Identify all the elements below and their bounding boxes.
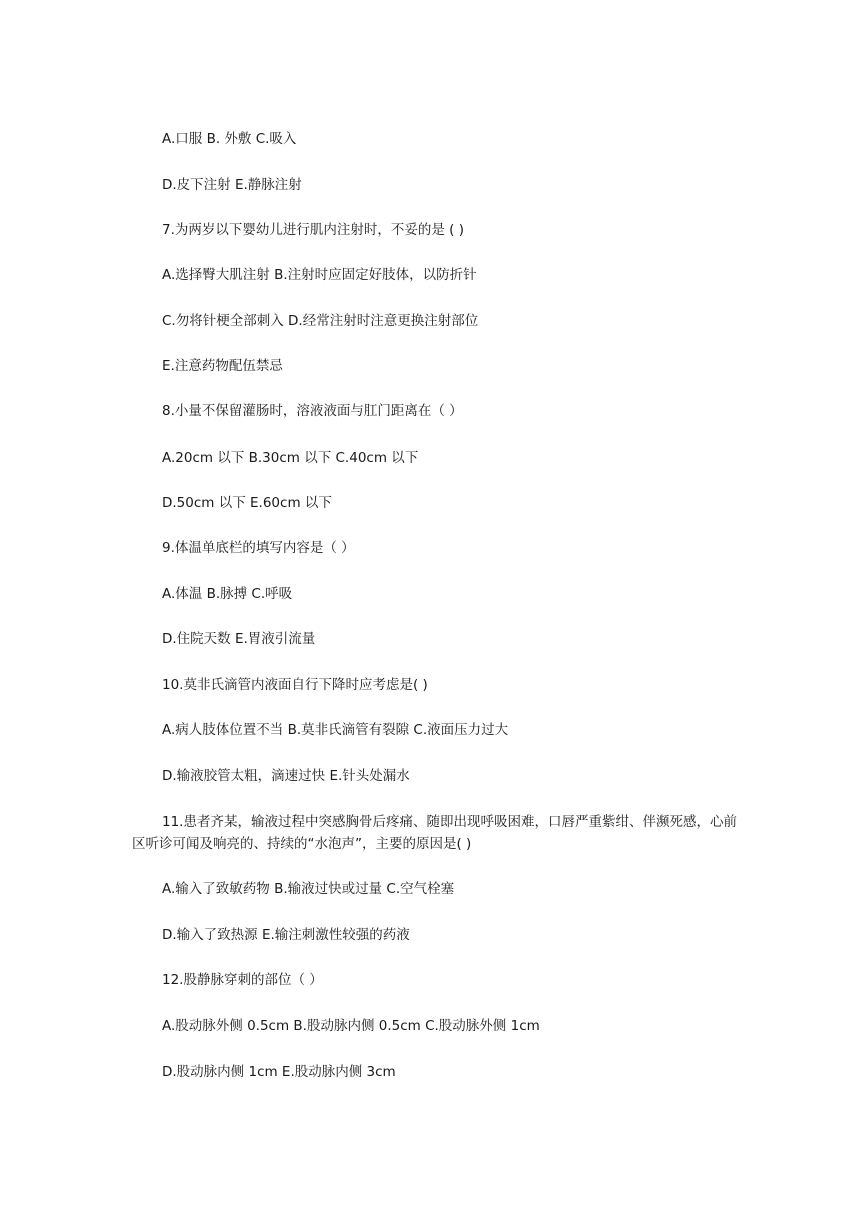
option-line: D.输入了致热源 E.输注刺激性较强的药液	[162, 927, 410, 943]
question-line: 9.体温单底栏的填写内容是（ ）	[162, 540, 355, 556]
question-line: 10.莫非氏滴管内液面自行下降时应考虑是( )	[162, 677, 428, 693]
option-line: A.股动脉外侧 0.5cm B.股动脉内侧 0.5cm C.股动脉外侧 1cm	[162, 1018, 540, 1034]
question-line: 7.为两岁以下婴幼儿进行肌内注射时，不妥的是 ( )	[162, 222, 464, 238]
option-line: A.口服 B. 外敷 C.吸入	[162, 131, 297, 147]
question-line: 8.小量不保留灌肠时，溶液液面与肛门距离在（ ）	[162, 403, 463, 419]
option-line: E.注意药物配伍禁忌	[162, 358, 283, 374]
option-line: D.住院天数 E.胃液引流量	[162, 631, 316, 647]
option-line: D.皮下注射 E.静脉注射	[162, 177, 302, 193]
option-line: C.勿将针梗全部刺入 D.经常注射时注意更换注射部位	[162, 313, 479, 329]
question-paragraph: 11.患者齐某，输液过程中突感胸骨后疼痛、随即出现呼吸困难，口唇严重紫绀、伴濒死感，心前区听诊可闻及响亮的、持续的“水泡声”，主要的原因是( )	[132, 814, 737, 852]
option-line: A.选择臀大肌注射 B.注射时应固定好肢体，以防折针	[162, 267, 477, 283]
option-line: A.20cm 以下 B.30cm 以下 C.40cm 以下	[162, 450, 419, 466]
option-line: A.输入了致敏药物 B.输液过快或过量 C.空气栓塞	[162, 881, 455, 897]
option-line: A.体温 B.脉搏 C.呼吸	[162, 586, 293, 602]
option-line: A.病人肢体位置不当 B.莫非氏滴管有裂隙 C.液面压力过大	[162, 722, 509, 738]
option-line: D.50cm 以下 E.60cm 以下	[162, 495, 332, 511]
question-line: 12.股静脉穿刺的部位（ ）	[162, 972, 323, 988]
option-line: D.股动脉内侧 1cm E.股动脉内侧 3cm	[162, 1064, 396, 1080]
option-line: D.输液胶管太粗，滴速过快 E.针头处漏水	[162, 768, 410, 784]
